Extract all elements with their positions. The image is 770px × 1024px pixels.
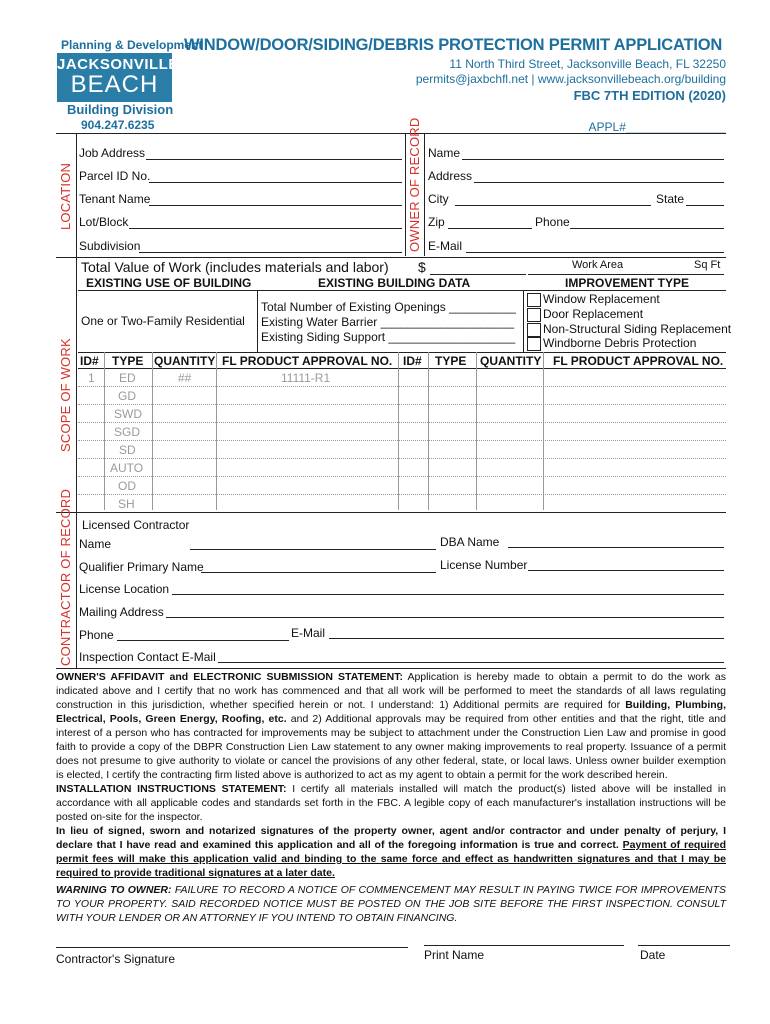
existing-siding-support-field[interactable]: Existing Siding Support ___________________ bbox=[261, 330, 516, 344]
owner-city-field[interactable] bbox=[455, 205, 651, 206]
col-divider-5 bbox=[428, 352, 429, 510]
type-code-sd: SD bbox=[119, 443, 136, 457]
lot-block-field[interactable] bbox=[129, 228, 402, 229]
table-row[interactable] bbox=[78, 404, 726, 405]
owner-email-label: E-Mail bbox=[428, 239, 463, 253]
qualifier-name-field[interactable] bbox=[201, 572, 436, 573]
col-divider-2 bbox=[152, 352, 153, 510]
install-title: INSTALLATION INSTRUCTIONS STATEMENT: bbox=[56, 783, 287, 795]
window-replacement-label: Window Replacement bbox=[543, 292, 660, 306]
parcel-id-field[interactable] bbox=[149, 182, 402, 183]
table-header-quantity-2: QUANTITY bbox=[480, 354, 542, 368]
table-header-rule bbox=[78, 368, 726, 369]
owner-state-label: State bbox=[656, 192, 685, 206]
work-area-label: Work Area bbox=[572, 259, 624, 271]
sample-type: ED bbox=[119, 371, 136, 385]
owner-name-label: Name bbox=[428, 146, 461, 160]
table-header-type-2: TYPE bbox=[435, 354, 467, 368]
existing-use-value: One or Two-Family Residential bbox=[81, 314, 245, 328]
col-divider-7 bbox=[543, 352, 544, 510]
type-code-sgd: SGD bbox=[114, 425, 141, 439]
warning-label: WARNING TO OWNER: bbox=[56, 884, 172, 896]
license-location-label: License Location bbox=[79, 582, 170, 596]
sample-id: 1 bbox=[88, 371, 95, 385]
affidavit-permits-list: Building, Plumbing, Electrical, Pools, Green Energy, Roofing, etc. bbox=[56, 699, 726, 725]
total-value-label: Total Value of Work (includes materials and labor) bbox=[81, 259, 389, 275]
col-divider-3 bbox=[216, 352, 217, 510]
siding-replacement-label: Non-Structural Siding Replacement bbox=[543, 322, 732, 336]
license-number-field[interactable] bbox=[528, 570, 724, 571]
owner-state-field[interactable] bbox=[686, 205, 724, 206]
table-header-id: ID# bbox=[80, 354, 99, 368]
contractor-signature-label: Contractor's Signature bbox=[56, 952, 176, 966]
use-data-divider bbox=[257, 290, 258, 352]
contractor-top-rule bbox=[56, 512, 726, 513]
contractor-section-label: CONTRACTOR OF RECORD bbox=[58, 488, 73, 666]
sample-quantity: ## bbox=[178, 371, 192, 385]
owner-zip-label: Zip bbox=[428, 215, 445, 229]
dollar-sign: $ bbox=[418, 259, 426, 275]
dba-name-field[interactable] bbox=[508, 547, 724, 548]
installation-statement bbox=[56, 782, 726, 824]
install-text: I certify all materials installed will match the product(s) listed above will be installed in accordance with all applicable codes and standards set forth in the FBC. A legible copy of each manufacturer's installation instructions will be posted on-site for the inspector. bbox=[56, 783, 726, 823]
table-header-approval-2: FL PRODUCT APPROVAL NO. bbox=[553, 354, 724, 368]
existing-water-barrier-field[interactable]: Existing Water Barrier ____________________ bbox=[261, 315, 515, 329]
existing-data-header: EXISTING BUILDING DATA bbox=[318, 276, 471, 290]
subdivision-label: Subdivision bbox=[79, 239, 141, 253]
qualifier-name-label: Qualifier Primary Name bbox=[79, 560, 204, 574]
contractor-name-label: Name bbox=[79, 537, 112, 551]
door-replacement-label: Door Replacement bbox=[543, 307, 644, 321]
contractor-phone-label: Phone bbox=[79, 628, 114, 642]
window-replacement-checkbox[interactable] bbox=[527, 293, 541, 307]
subdivision-field[interactable] bbox=[139, 252, 402, 253]
type-code-gd: GD bbox=[118, 389, 136, 403]
scope-divider bbox=[76, 256, 77, 512]
table-header-type: TYPE bbox=[112, 354, 144, 368]
work-area-field[interactable] bbox=[528, 274, 724, 275]
total-value-field[interactable] bbox=[430, 274, 526, 275]
owner-phone-label: Phone bbox=[535, 215, 570, 229]
type-code-sh: SH bbox=[118, 497, 135, 511]
table-row[interactable] bbox=[78, 458, 726, 459]
table-row[interactable] bbox=[78, 440, 726, 441]
col-divider-1 bbox=[104, 352, 105, 510]
contractor-divider bbox=[76, 512, 77, 668]
contractor-phone-field[interactable] bbox=[117, 640, 289, 641]
table-top-rule bbox=[78, 352, 726, 353]
date-field[interactable] bbox=[638, 945, 730, 946]
table-header-approval: FL PRODUCT APPROVAL NO. bbox=[222, 354, 393, 368]
owner-label-divider bbox=[405, 133, 406, 256]
owner-city-label: City bbox=[428, 192, 449, 206]
affidavit-title: OWNER'S AFFIDAVIT and ELECTRONIC SUBMISSION STATEMENT: bbox=[56, 671, 403, 683]
existing-openings-field[interactable]: Total Number of Existing Openings __________ bbox=[261, 300, 516, 314]
type-code-swd: SWD bbox=[114, 407, 142, 421]
licensed-contractor-heading: Licensed Contractor bbox=[82, 518, 190, 532]
table-row[interactable] bbox=[78, 386, 726, 387]
owner-address-label: Address bbox=[428, 169, 473, 183]
job-address-field[interactable] bbox=[146, 159, 402, 160]
parcel-id-label: Parcel ID No. bbox=[79, 169, 151, 183]
date-label: Date bbox=[640, 948, 666, 962]
affidavit-text-1: Application is hereby made to obtain a permit to do the work as indicated above and I certify that no work has commenced and that all work will be performed to meet the standards of all laws regulating construction in this jurisdiction, whether specified herein or not. I understand: 1) Additional permits are required for bbox=[56, 671, 726, 711]
improvement-type-header: IMPROVEMENT TYPE bbox=[565, 276, 690, 290]
code-edition: FBC 7TH EDITION (2020) bbox=[573, 88, 726, 103]
print-name-label: Print Name bbox=[424, 948, 485, 962]
contractor-name-field[interactable] bbox=[190, 549, 436, 550]
license-number-label: License Number bbox=[440, 558, 528, 572]
location-owner-box bbox=[56, 133, 726, 258]
existing-use-header: EXISTING USE OF BUILDING bbox=[86, 276, 252, 290]
type-code-od: OD bbox=[118, 479, 136, 493]
job-address-label: Job Address bbox=[79, 146, 146, 160]
table-row[interactable] bbox=[78, 494, 726, 495]
warning-text: FAILURE TO RECORD A NOTICE OF COMMENCEMENT MAY RESULT IN PAYING TWICE FOR IMPROVEMENTS TO YOUR PROPERTY. SAID RECORDED NOTICE MUST BE POSTED ON THE JOB SITE BEFORE THE FIRST INSPECTION. CONSULT WITH YOUR LENDER OR AN ATTORNEY IF YOU INTEND TO OBTAIN FINANCING. bbox=[56, 884, 726, 924]
legal-statements bbox=[56, 670, 726, 925]
siding-replacement-checkbox[interactable] bbox=[527, 323, 541, 337]
scope-header-rule bbox=[78, 290, 726, 291]
table-row[interactable] bbox=[78, 422, 726, 423]
owner-name-field[interactable] bbox=[462, 159, 724, 160]
city-logo bbox=[57, 53, 179, 102]
department-label: Planning & Development bbox=[61, 38, 203, 52]
license-location-field[interactable] bbox=[172, 594, 724, 595]
contractor-email-field[interactable] bbox=[329, 638, 724, 639]
mailing-address-label: Mailing Address bbox=[79, 605, 164, 619]
contractor-signature-field[interactable] bbox=[56, 947, 408, 948]
fees-binding-text: Payment of required permit fees will make this application valid and binding to the same force and effect as handwritten signatures and that I may be required to provide traditional signatures at a later date. bbox=[56, 839, 726, 879]
table-row[interactable] bbox=[78, 476, 726, 477]
affidavit-text-2: and 2) Additional approvals may be required from other entities and that the right, title and interest of a person who has contracted for improvements may be subject to attachment under the Construction Lien Law and promise in good faith to provide a copy of the DBPR Construction Lien Law statement to any owner making improvements to real property. Issuance of a permit does not presume to give authority to violate or cancel the provisions of any other federal, state, or local laws. Unless owner builder exemption is elected, I certify the contracting firm listed above is authorized to act as my agent to obtain a permit for the work described herein. bbox=[56, 713, 726, 781]
contractor-bottom-rule bbox=[56, 668, 726, 669]
perjury-text: In lieu of signed, sworn and notarized signatures of the property owner, agent and/or contractor and under penalty of perjury, I declare that I have read and examined this application and all of the foregoing information is true and correct. bbox=[56, 825, 726, 851]
location-divider bbox=[76, 133, 77, 256]
logo-line-1: JACKSONVILLE bbox=[57, 56, 179, 73]
owner-email-field[interactable] bbox=[466, 252, 724, 253]
logo-line-2: BEACH bbox=[70, 71, 159, 98]
division-label: Building Division bbox=[67, 102, 174, 117]
tenant-name-field[interactable] bbox=[149, 205, 402, 206]
owner-address-field[interactable] bbox=[474, 182, 724, 183]
data-improvement-divider bbox=[523, 290, 524, 352]
form-title: WINDOW/DOOR/SIDING/DEBRIS PROTECTION PERMIT APPLICATION bbox=[184, 36, 723, 54]
office-contact: permits@jaxbchfl.net | www.jacksonvillebeach.org/building bbox=[415, 72, 726, 86]
owner-zip-field[interactable] bbox=[448, 228, 532, 229]
owner-affidavit bbox=[56, 670, 726, 782]
application-number-field[interactable]: APPL#_______________ bbox=[588, 120, 726, 134]
perjury-statement bbox=[56, 824, 726, 880]
tenant-name-label: Tenant Name bbox=[79, 192, 151, 206]
col-divider-4 bbox=[398, 352, 399, 510]
inspection-email-label: Inspection Contact E-Mail bbox=[79, 650, 216, 664]
door-replacement-checkbox[interactable] bbox=[527, 308, 541, 322]
table-header-id-2: ID# bbox=[403, 354, 422, 368]
owner-warning bbox=[56, 883, 726, 925]
inspection-email-field[interactable] bbox=[218, 662, 724, 663]
owner-divider-left bbox=[424, 133, 425, 256]
sq-ft-label: Sq Ft bbox=[694, 259, 721, 271]
lot-block-label: Lot/Block bbox=[79, 215, 129, 229]
print-name-field[interactable] bbox=[424, 945, 624, 946]
contractor-email-label: E-Mail bbox=[291, 626, 326, 640]
mailing-address-field[interactable] bbox=[166, 617, 724, 618]
dba-name-label: DBA Name bbox=[440, 535, 500, 549]
debris-protection-checkbox[interactable] bbox=[527, 337, 541, 351]
col-divider-6 bbox=[476, 352, 477, 510]
location-section-label: LOCATION bbox=[58, 162, 73, 230]
owner-phone-field[interactable] bbox=[570, 228, 724, 229]
sample-approval: 11111-R1 bbox=[281, 371, 331, 385]
table-header-quantity: QUANTITY bbox=[154, 354, 216, 368]
scope-section-label: SCOPE OF WORK bbox=[58, 338, 73, 452]
type-code-auto: AUTO bbox=[110, 461, 144, 475]
division-phone: 904.247.6235 bbox=[81, 118, 155, 132]
owner-section-label: OWNER OF RECORD bbox=[407, 117, 422, 252]
office-address: 11 North Third Street, Jacksonville Beach, FL 32250 bbox=[449, 57, 726, 71]
debris-protection-label: Windborne Debris Protection bbox=[543, 336, 697, 350]
